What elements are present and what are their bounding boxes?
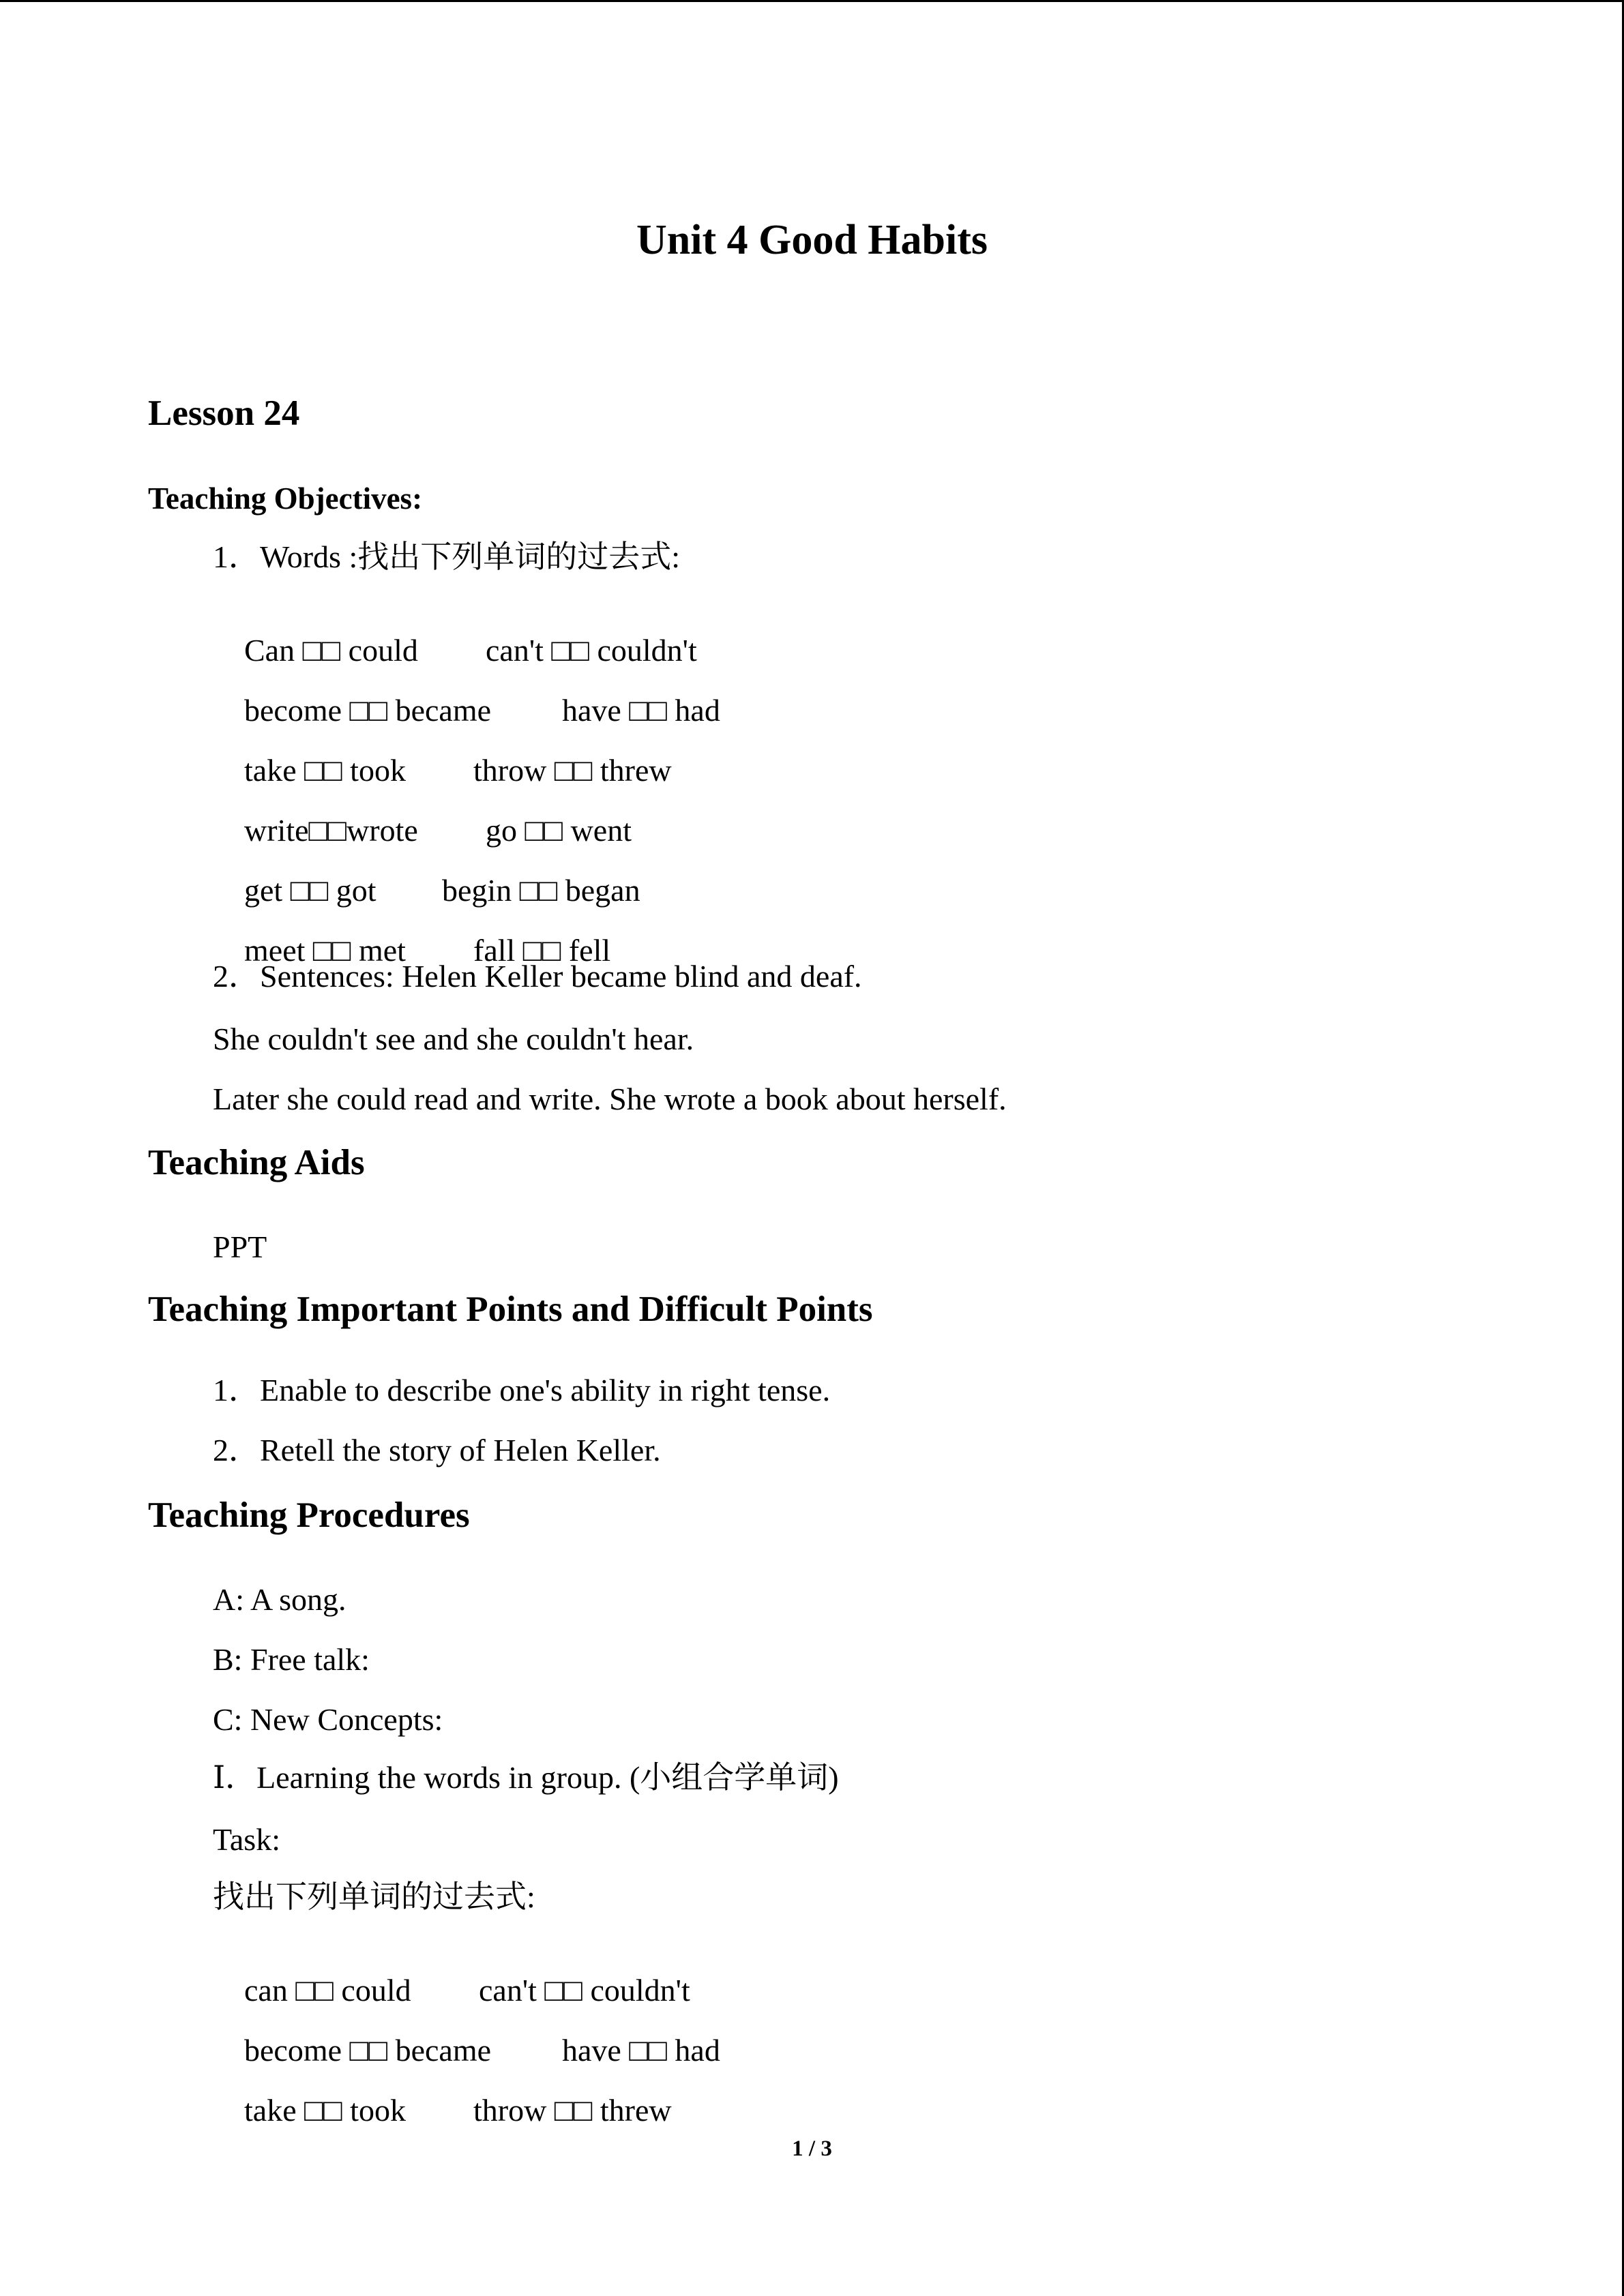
word-pair-a: meet □□ met bbox=[244, 933, 406, 968]
sentence-line: 2．Sentences: Helen Keller became blind and deaf. bbox=[213, 959, 862, 994]
word-pair-b: begin □□ began bbox=[442, 873, 640, 908]
word-pair-b: have □□ had bbox=[562, 2033, 720, 2068]
sentence-line: Later she could read and write. She wrote a book about herself. bbox=[213, 1082, 1007, 1116]
word-pair-b: have □□ had bbox=[562, 693, 720, 728]
procedure-item: A: A song. bbox=[213, 1582, 346, 1617]
word-pair-a: Can □□ could bbox=[244, 633, 418, 668]
word-pair-b: go □□ went bbox=[486, 813, 632, 848]
word-pair-a: become □□ became bbox=[244, 693, 492, 728]
procedure-item: Ⅰ．Learning the words in group. (小组合学单词) bbox=[213, 1760, 839, 1795]
page-number: 1 / 3 bbox=[792, 2136, 832, 2161]
word-pair-b: can't □□ couldn't bbox=[479, 1973, 690, 2008]
word-pair-a: can □□ could bbox=[244, 1973, 411, 2008]
aids-text: PPT bbox=[213, 1229, 267, 1264]
word-pair-b: can't □□ couldn't bbox=[486, 633, 697, 668]
procedure-item: C: New Concepts: bbox=[213, 1702, 443, 1737]
points-heading: Teaching Important Points and Difficult Points bbox=[148, 1289, 873, 1329]
procedure-item: B: Free talk: bbox=[213, 1642, 370, 1677]
word-pair-a: become □□ became bbox=[244, 2033, 492, 2068]
objectives-heading: Teaching Objectives: bbox=[148, 481, 423, 516]
lesson-heading: Lesson 24 bbox=[148, 393, 300, 433]
procedures-heading: Teaching Procedures bbox=[148, 1495, 470, 1535]
procedure-item: 找出下列单词的过去式: bbox=[213, 1879, 535, 1914]
word-pair-b: throw □□ threw bbox=[473, 2093, 672, 2128]
page-title: Unit 4 Good Habits bbox=[636, 217, 988, 263]
word-pair-a: get □□ got bbox=[244, 873, 377, 908]
point-item: 2．Retell the story of Helen Keller. bbox=[213, 1433, 661, 1467]
word-pair-a: write□□wrote bbox=[244, 813, 418, 848]
procedure-item: Task: bbox=[213, 1822, 280, 1857]
words-instruction: 1．Words :找出下列单词的过去式: bbox=[213, 539, 681, 574]
sentence-line: She couldn't see and she couldn't hear. bbox=[213, 1022, 694, 1056]
point-item: 1．Enable to describe one's ability in right tense. bbox=[213, 1373, 831, 1407]
word-pair-b: throw □□ threw bbox=[473, 753, 672, 788]
aids-heading: Teaching Aids bbox=[148, 1143, 365, 1182]
word-pair-a: take □□ took bbox=[244, 753, 406, 788]
word-pair-a: take □□ took bbox=[244, 2093, 406, 2128]
word-pair-b: fall □□ fell bbox=[473, 933, 611, 968]
